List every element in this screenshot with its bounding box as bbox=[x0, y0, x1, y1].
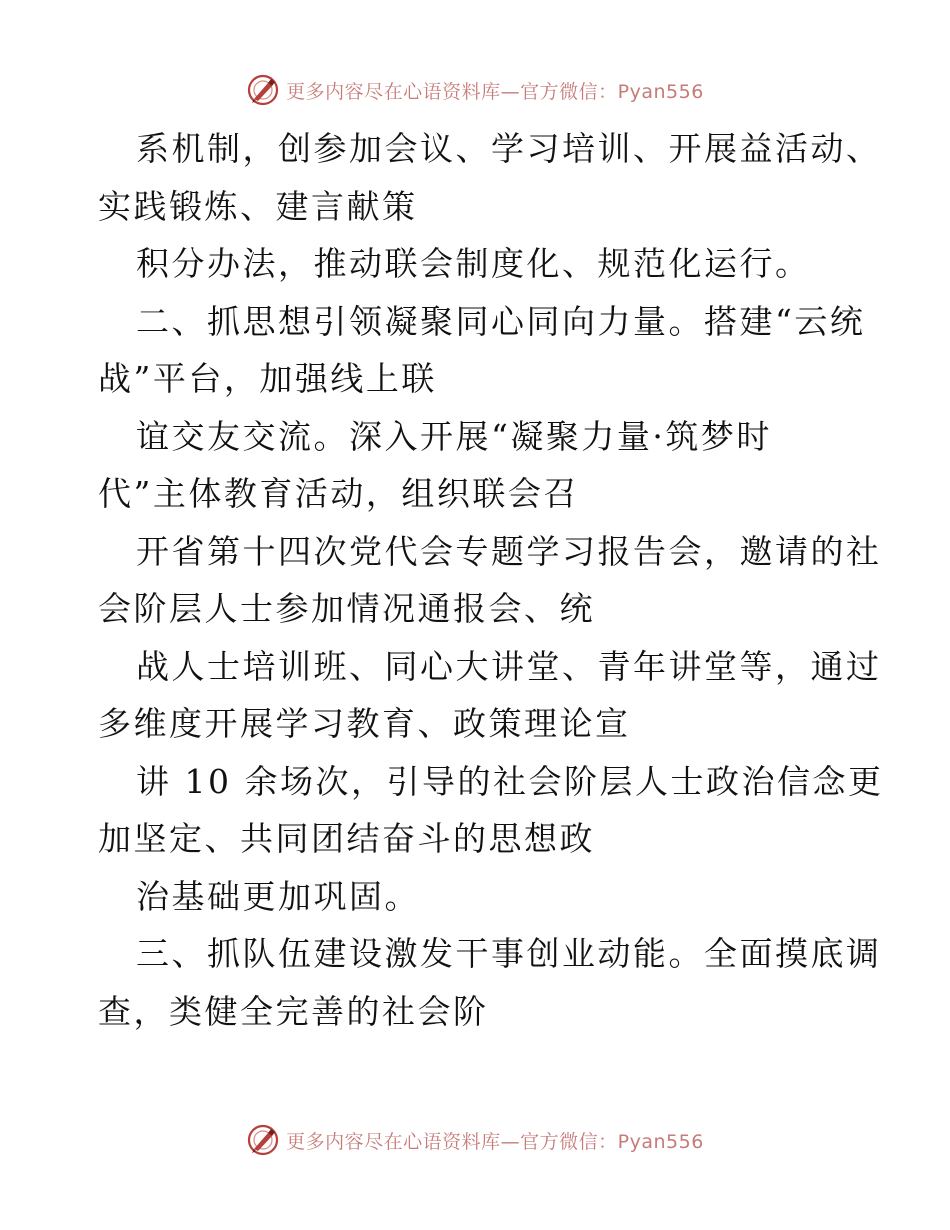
text-line: 治基础更加巩固。 bbox=[136, 876, 420, 916]
text-line: 系机制，创参加会议、学习培训、开展益活动、 bbox=[136, 129, 882, 168]
header-watermark bbox=[0, 70, 950, 110]
text-line: 三、抓队伍建设激发干事创业动能。全面摸底调 bbox=[136, 934, 882, 973]
pen-logo-icon bbox=[246, 73, 280, 107]
text-line: 讲 10 余场次，引导的社会阶层人士政治信念更 bbox=[136, 761, 884, 801]
footer-watermark bbox=[0, 1120, 950, 1160]
text-line: 加坚定、共同团结奋斗的思想政 bbox=[98, 819, 595, 858]
text-line: 二、抓思想引领凝聚同心同向力量。搭建“云统 bbox=[136, 301, 866, 341]
text-line: 战人士培训班、同心大讲堂、青年讲堂等，通过 bbox=[136, 646, 882, 686]
watermark-text: 更多内容尽在心语资料库—官方微信：Pyan556 bbox=[286, 80, 704, 103]
watermark-text: 更多内容尽在心语资料库—官方微信：Pyan556 bbox=[286, 1130, 704, 1153]
text-line: 会阶层人士参加情况通报会、统 bbox=[98, 589, 595, 628]
document-body bbox=[98, 120, 884, 1040]
text-line: 战”平台，加强线上联 bbox=[98, 359, 437, 398]
text-line: 积分办法，推动联会制度化、规范化运行。 bbox=[136, 244, 811, 283]
text-line: 查，类健全完善的社会阶 bbox=[98, 991, 489, 1031]
text-line: 代”主体教育活动，组织联会召 bbox=[98, 474, 579, 513]
text-line: 实践锻炼、建言献策 bbox=[98, 186, 418, 226]
text-line: 多维度开展学习教育、政策理论宣 bbox=[98, 704, 631, 743]
text-line: 谊交友交流。深入开展“凝聚力量·筑梦时 bbox=[136, 416, 772, 456]
pen-logo-icon bbox=[246, 1123, 280, 1157]
text-line: 开省第十四次党代会专题学习报告会，邀请的社 bbox=[136, 531, 882, 571]
